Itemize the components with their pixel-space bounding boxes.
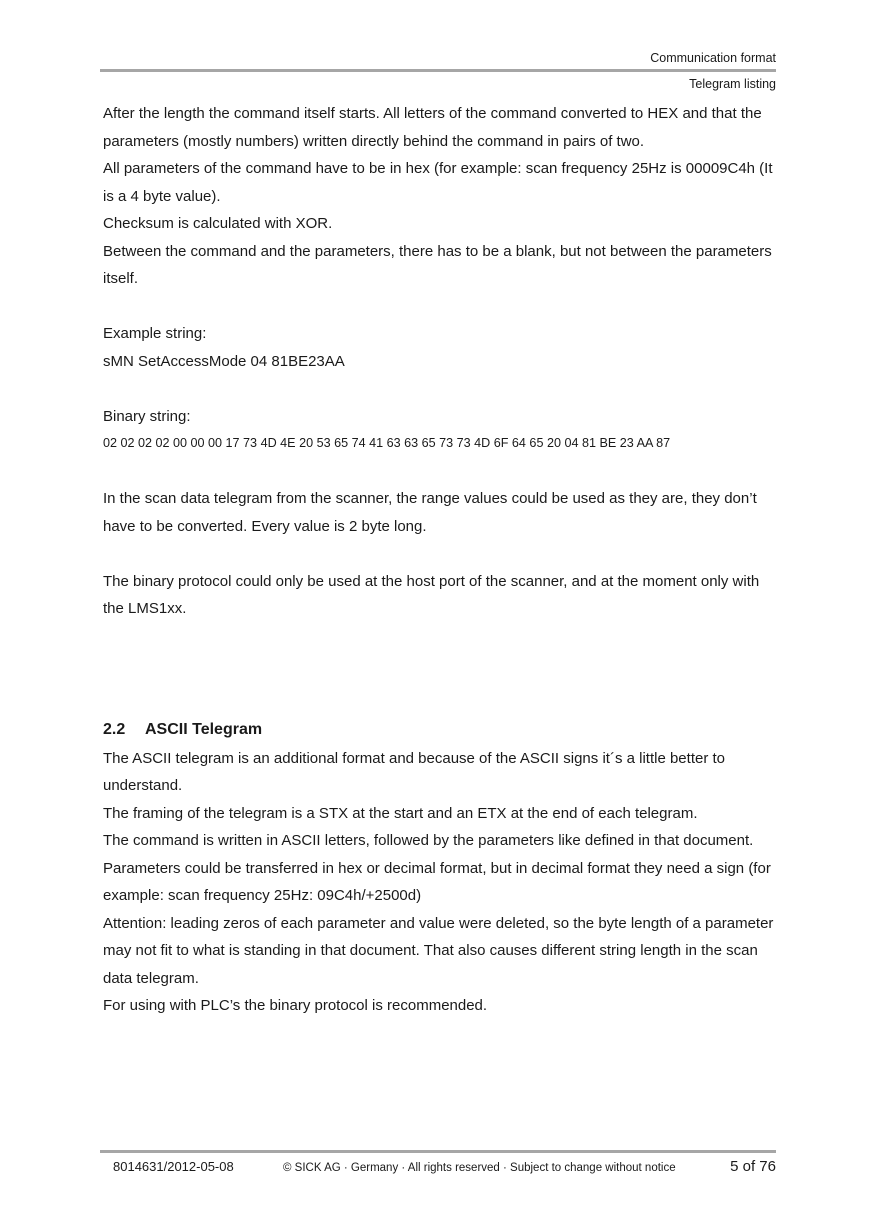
section-heading (103, 715, 776, 745)
paragraph-ascii-intro: The ASCII telegram is an additional format and because of the ASCII signs it´s a little better to understand. (103, 749, 725, 794)
paragraph-hex-parameters: All parameters of the command have to be in hex (for example: scan frequency 25Hz is 00009C4h (It is a 4 byte value). (103, 160, 773, 205)
spacer (103, 293, 776, 321)
spacer (103, 540, 776, 568)
section-number: 2.2 (103, 720, 126, 738)
paragraph-plc: For using with PLC’s the binary protocol is recommended. (103, 997, 488, 1014)
header-divider (100, 69, 776, 72)
paragraph-scan-data: In the scan data telegram from the scanner, the range values could be used as they are, they don’t have to be converted. Every value is 2 byte long. (103, 490, 757, 535)
footer-document-id: 8014631/2012-05-08 (113, 1159, 234, 1174)
paragraph-blank-rule: Between the command and the parameters, there has to be a blank, but not between the parameters itself. (103, 242, 772, 287)
footer-divider (100, 1150, 776, 1153)
page-header (100, 50, 776, 92)
document-body (103, 100, 776, 1020)
section-spacer (103, 623, 776, 715)
binary-string-label: Binary string: (103, 407, 191, 425)
paragraph-ascii-command: The command is written in ASCII letters, followed by the parameters like defined in that document. Parameters could be transferred in hex or decimal format, but in decimal format they need a sign (for example: scan frequency 25Hz: 09C4h/+2500d) (103, 832, 771, 904)
example-string-label: Example string: (103, 325, 207, 342)
paragraph-length-command: After the length the command itself starts. All letters of the command converted to HEX and that the parameters (mostly numbers) written directly behind the command in pairs of two. (103, 105, 762, 150)
footer-copyright: © SICK AG · Germany · All rights reserved · Subject to change without notice (283, 1162, 676, 1174)
paragraph-framing: The framing of the telegram is a STX at the start and an ETX at the end of each telegram. (103, 804, 698, 822)
spacer (103, 375, 776, 403)
section-title: ASCII Telegram (145, 720, 263, 738)
spacer (103, 458, 776, 486)
example-string-value: sMN SetAccessMode 04 81BE23AA (103, 352, 345, 370)
paragraph-binary-protocol: The binary protocol could only be used at the host port of the scanner, and at the moment only with the LMS1xx. (103, 572, 760, 617)
paragraph-attention: Attention: leading zeros of each parameter and value were deleted, so the byte length of a parameter may not fit to what is standing in that document. That also causes different string length in the scan data telegram. (103, 914, 774, 987)
footer-page-number: 5 of 76 (730, 1158, 776, 1175)
header-section-title: Telegram listing (689, 77, 776, 91)
binary-string-value: 02 02 02 02 00 00 00 17 73 4D 4E 20 53 65 74 41 63 63 65 73 73 4D 6F 64 65 20 04 81 BE 23 AA 87 (103, 436, 671, 450)
page-footer (100, 1150, 776, 1175)
header-chapter-title: Communication format (650, 51, 776, 65)
paragraph-checksum: Checksum is calculated with XOR. (103, 215, 333, 232)
